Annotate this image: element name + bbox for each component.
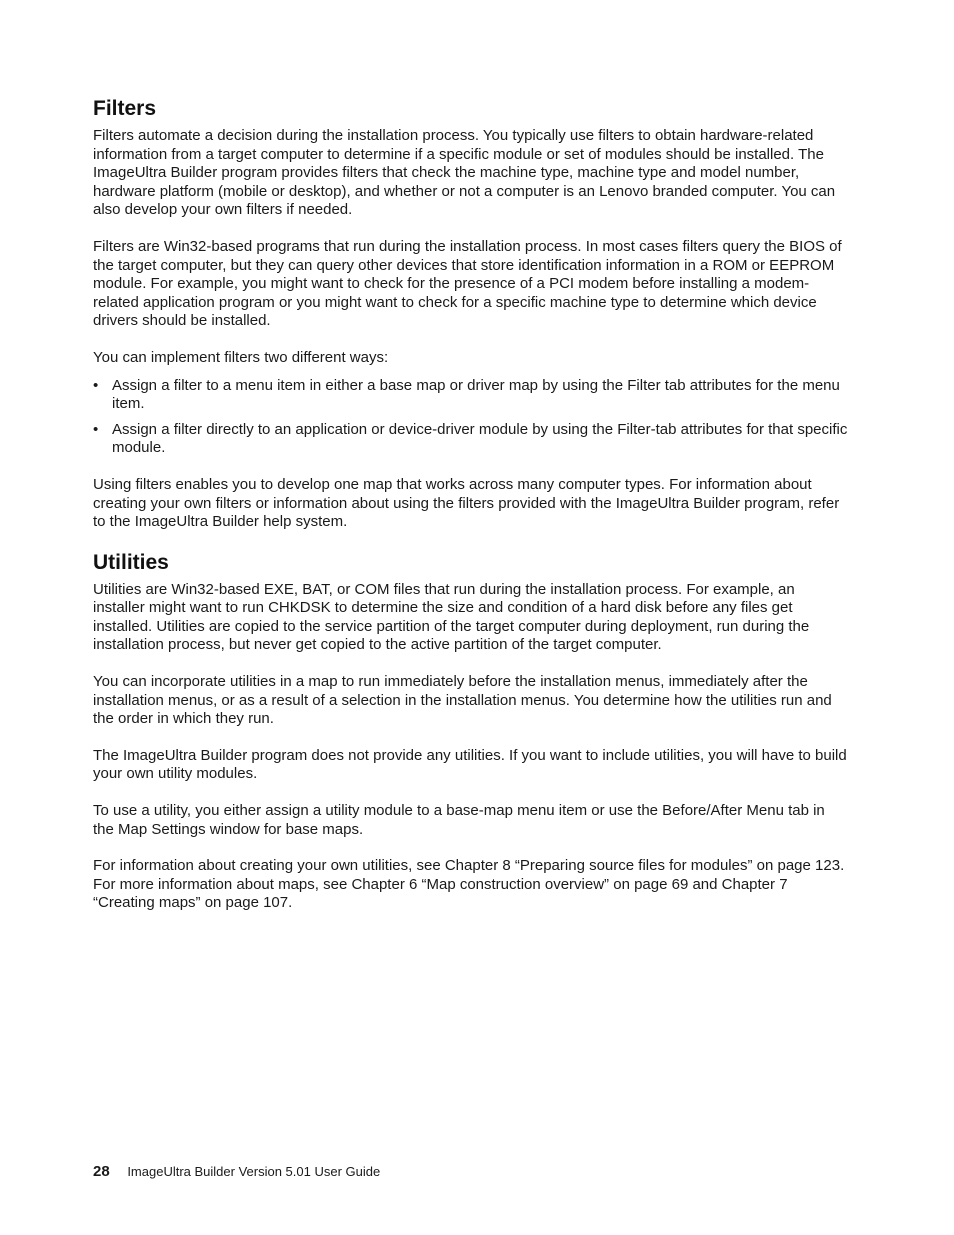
page-footer	[93, 1162, 380, 1182]
page-number: 28	[93, 1163, 110, 1180]
bullet-icon: •	[93, 376, 99, 394]
utilities-paragraph-5: For information about creating your own utilities, see Chapter 8 “Preparing source files for modules” on page 123. For more information about maps, see Chapter 6 “Map construction overview” on page 69 and Chapter 7 “Creating maps” on page 107.	[93, 857, 845, 912]
bullet-icon: •	[93, 420, 99, 438]
filters-paragraph-1: Filters automate a decision during the installation process. You typically use filters to obtain hardware-related information from a target computer to determine if a specific module or set of modules should be installed. The ImageUltra Builder program provides filters that check the machine type, machine type and model number, hardware platform (mobile or desktop), and whether or not a computer is an Lenovo branded computer. You can also develop your own filters if needed.	[93, 127, 836, 219]
footer-title: ImageUltra Builder Version 5.01 User Guide	[127, 1164, 381, 1179]
utilities-paragraph-3: The ImageUltra Builder program does not provide any utilities. If you want to include utilities, you will have to build your own utility modules.	[93, 746, 847, 783]
list-item-text: Assign a filter directly to an application or device-driver module by using the Filter-tab attributes for that specific module.	[112, 420, 848, 457]
filters-bullet-list	[93, 377, 849, 458]
section-heading-filters: Filters	[93, 97, 157, 120]
list-item-text: Assign a filter to a menu item in either a base map or driver map by using the Filter tab attributes for the menu item.	[112, 376, 840, 413]
utilities-paragraph-4: To use a utility, you either assign a utility module to a base-map menu item or use the Before/After Menu tab in the Map Settings window for base maps.	[93, 802, 825, 838]
filters-paragraph-4: Using filters enables you to develop one map that works across many computer types. For information about creating your own filters or information about using the filters provided with the ImageUltra Builder program, refer to the ImageUltra Builder help system.	[93, 475, 840, 531]
list-item	[93, 421, 849, 458]
filters-paragraph-3: You can implement filters two different ways:	[93, 348, 389, 366]
utilities-paragraph-1: Utilities are Win32-based EXE, BAT, or COM files that run during the installation process. For example, an installer might want to run CHKDSK to determine the size and condition of a hard disk before any files get installed. Utilities are copied to the service partition of the target computer during deployment, run during the installation process, but never get copied to the active partition of the target computer.	[93, 580, 810, 654]
section-heading-utilities: Utilities	[93, 550, 169, 574]
utilities-paragraph-2: You can incorporate utilities in a map to run immediately before the installation menus, immediately after the installation menus, or as a result of a selection in the installation menus. You determine how the utilities run and the order in which they run.	[93, 673, 832, 728]
filters-paragraph-2: Filters are Win32-based programs that run during the installation process. In most cases filters query the BIOS of the target computer, but they can query other devices that store identification information in a ROM or EEPROM module. For example, you might want to check for the presence of a PCI modem before installing a modem-related application program or you might want to check for a specific machine type to determine which device drivers should be installed.	[93, 237, 842, 330]
page-content	[93, 96, 849, 931]
list-item	[93, 377, 849, 414]
